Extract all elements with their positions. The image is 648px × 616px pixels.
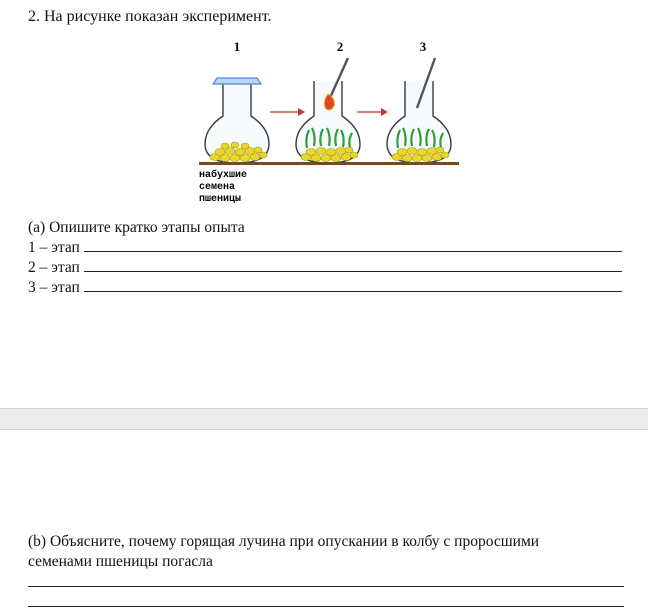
flask-1-lid [213, 78, 261, 84]
step-3-label: 3 – этап [28, 279, 80, 296]
step-2-row [28, 259, 622, 277]
arrow-2-to-3 [357, 108, 388, 116]
part-b-answer-line-1[interactable] [28, 586, 624, 587]
step-3-answer-blank[interactable] [84, 279, 622, 292]
part-b-answer-line-2[interactable] [28, 606, 624, 607]
step-1-row [28, 239, 622, 257]
step-1-label: 1 – этап [28, 239, 80, 256]
arrow-1-to-2 [270, 108, 305, 116]
part-b-line-1: (b) Объясните, почему горящая лучина при опускании в колбу с проросшими [28, 533, 540, 550]
seeds-caption-line-3: пшеницы [199, 194, 242, 205]
flask-1-label: 1 [233, 39, 241, 54]
flask-1 [205, 78, 269, 163]
flask-2-label: 2 [336, 39, 344, 54]
step-2-answer-blank[interactable] [84, 259, 622, 272]
flask-2 [296, 58, 360, 163]
experiment-figure [195, 36, 465, 208]
step-3-row [28, 279, 622, 297]
flask-3-seeds [392, 147, 449, 162]
part-b-question [28, 532, 628, 572]
part-b-line-2: семенами пшеницы погасла [28, 553, 213, 570]
flask-3-label: 3 [419, 39, 427, 54]
question-title: 2. На рисунке показан эксперимент. [28, 8, 272, 25]
seeds-caption-line-2: семена [199, 182, 236, 193]
table-surface [199, 162, 459, 165]
flask-3 [387, 58, 451, 163]
step-1-answer-blank[interactable] [84, 239, 622, 252]
seeds-caption-line-1: набухшие [199, 170, 248, 181]
flask-2-seeds [301, 147, 358, 162]
page-break-gap [0, 408, 648, 430]
part-a-prompt: (a) Опишите кратко этапы опыта [28, 219, 245, 236]
step-2-label: 2 – этап [28, 259, 80, 276]
